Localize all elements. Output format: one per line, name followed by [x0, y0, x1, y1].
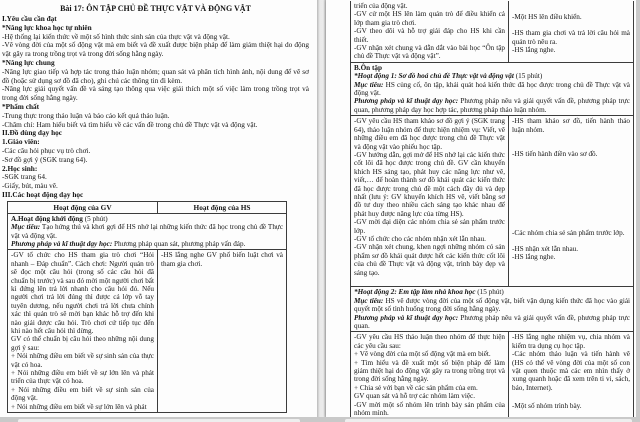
gv-paragraph: GV có thể chuẩn bị câu hỏi theo những nội dung gợi ý sau: [11, 335, 154, 352]
hs-paragraph: -HS tham khảo sơ đồ, tiến hành thảo luận nhóm. [512, 117, 630, 134]
paragraph: -Năng lực giải quyết vấn đề và sáng tạo thông qua việc giải thích một số việc làm trong trồng trọt và trong đời sống hằng ngày. [2, 84, 309, 103]
hs-paragraph: -HS nhận xét lẫn nhau. [512, 244, 579, 253]
hs-paragraph: -HS lắng nghe nhiệm vụ, chia nhóm và kiểm tra dụng cụ học tập. [512, 333, 630, 350]
page-1-body [0, 0, 317, 413]
activities-table-page2 [350, 1, 634, 417]
activity-1-title [354, 72, 630, 80]
activity-2-phuong-phap [354, 314, 630, 331]
gv-cell [351, 332, 509, 417]
gv-paragraph: + Chia sẻ với bạn về các sản phẩm của em. [354, 383, 478, 392]
gv-paragraph: + Tìm hiểu và đề xuất một số biện pháp để làm giảm thiệt hại do động vật gây ra trong trồng trọt và trong đời sống hằng ngày. [354, 358, 505, 384]
gv-paragraph: -GV nhận xét chung, khen ngợi những nhóm có sản phẩm sơ đồ khái quát được hết các kiến thức cốt lõi của chủ đề Thực vật và động vật, trình bày đẹp và sáng tạo. [354, 243, 505, 277]
gv-paragraph: GV quan sát và hỗ trợ các nhóm làm việc. [354, 392, 476, 401]
row-on-tap [351, 63, 633, 116]
gv-paragraph: + Nói những điều em biết về sự lớn lên và phát [11, 402, 147, 411]
hs-paragraph: -Một HS lên điều khiển. [512, 13, 582, 21]
col-header-gv: Hoạt động của GV [8, 202, 158, 213]
gv-paragraph: -GV mời đại diện các nhóm chia sẻ sản phẩm trước lớp. [354, 218, 505, 235]
hs-cell [158, 250, 286, 412]
gv-paragraph: + Nói những điều em biết về sự sinh sản của động vật. [11, 385, 154, 403]
paragraph: -Vẽ vòng đời của một số động vật mà em biết và đề xuất được biện pháp để làm giảm thiệt hại do động vật gây ra trong trồng trọt và trong đời sống hằng ngày. [2, 40, 309, 59]
row-gv-hs-continued [351, 1, 633, 63]
hs-paragraph: -HS tham gia chơi và trả lời câu hỏi mà quản trò nêu ra. [512, 29, 630, 46]
heading-yeu-cau: I.Yêu cầu cần đạt [2, 14, 57, 23]
gv-paragraph: + Nói những điều em biết về sự lớn lên và phát triển của thực vật có hoa. [11, 369, 154, 386]
hs-cell [509, 332, 633, 417]
gv-paragraph: -GV cử một HS lên làm quản trò để điều khiển cả lớp tham gia trò chơi. [354, 10, 505, 27]
run-bold-italic: *Hoạt động 1: Sơ đồ hoá chủ đề Thực vật và động vật [354, 72, 514, 81]
gv-paragraph: -GV theo dõi và hỗ trợ giải đáp cho HS khi cần thiết. [354, 27, 505, 44]
activity-a-muc-tieu [11, 223, 283, 240]
paragraph: -Năng lực giao tiếp và hợp tác trong thảo luận nhóm; quan sát và phân tích hình ảnh, nội dung để vẽ sơ đồ (hoặc sử dụng sơ đồ đã cho), ghi chú các thông tin đi kèm. [2, 66, 309, 85]
gv-paragraph: + Vẽ vòng đời của một số động vật mà em biết. [354, 350, 491, 359]
run-normal: (5 phút) [82, 214, 108, 223]
hs-cell [509, 1, 633, 62]
page-1 [0, 0, 317, 417]
lesson-title: Bài 17: ÔN TẬP CHỦ ĐỀ THỰC VẬT VÀ ĐỘNG VẬT [60, 4, 251, 13]
activity-1-muc-tieu [354, 81, 630, 98]
row-gv-hs-activity-2 [351, 332, 633, 417]
run-bold-italic: Mục tiêu: [354, 80, 384, 89]
activity-a-title [11, 215, 283, 223]
gv-cell [8, 250, 158, 412]
run-normal: (15 phút) [475, 288, 504, 297]
gv-paragraph: -GV yêu cầu HS tham khảo sơ đồ gợi ý (SGK trang 64), thảo luận nhóm để thực hiện nhiệm vụ: Viết, vẽ những điều em đã học được trong chủ đề Thực vật và động vật vào phiếu học tập. [354, 117, 505, 151]
heading-nang-luc-chung: *Năng lực chung [2, 57, 55, 67]
heading-do-dung: II.Đồ dùng dạy học [2, 128, 63, 138]
gv-paragraph: -GV tổ chức cho HS tham gia trò chơi “Hỏi nhanh – Đáp chuẩn”. Cách chơi: Người quản trò sẽ đọc một câu hỏi (trong số các câu hỏi đã chuẩn bị trước) và sau đó mời một người chơi bất kì đứng lên trả lời nhanh cho câu hỏi đó. Nếu người chơi trả lời đúng thì được cả lớp vỗ tay tuyên dương, nếu người chơi trả lời chưa chính xác thì quản trò sẽ mời bạn khác hỗ trợ đến khi nào giải được câu hỏi. Trò chơi cứ tiếp tục đến khi nào hết câu hỏi thì dừng. [11, 251, 154, 336]
hs-paragraph: -Các nhóm thảo luận và tiến hành vẽ (HS có thể vẽ vòng đời của một số con vật quen thuộc mà các em nhìn thấy ở xung quanh hoặc đã xem trên ti vi, sách, báo, Internet). [512, 350, 630, 392]
hs-paragraph: -HS lắng nghe GV phổ biến luật chơi và tham gia chơi. [161, 251, 283, 268]
activity-2-muc-tieu [354, 297, 630, 314]
hs-paragraph: -HS tiến hành điền vào sơ đồ. [512, 150, 598, 159]
run-bold-italic: Phương pháp và kĩ thuật dạy học: [11, 239, 113, 248]
gv-paragraph: -GV tổ chức cho các nhóm nhận xét lẫn nhau. [354, 234, 486, 243]
run-normal: Phương pháp nêu và giải quyết vấn đề, phương pháp trực quan, phương pháp dạy học hợp tác, phương pháp thảo luận nhóm. [354, 97, 630, 114]
gv-paragraph: + Nói những điều em biết về sự sinh sản của thực vật có hoa. [11, 352, 154, 369]
paragraph: -Các câu hỏi phục vụ trò chơi. [2, 145, 91, 155]
run-bold: A.Hoạt động khởi động [11, 214, 83, 223]
row-gv-hs [8, 250, 286, 412]
hs-cell [509, 116, 633, 286]
run-bold-italic: Mục tiêu: [11, 223, 41, 232]
hs-paragraph: -HS lắng nghe. [512, 253, 556, 262]
run-normal: (15 phút) [513, 72, 543, 81]
table-header-row [8, 202, 286, 214]
run-normal: HS củng cố, ôn tập, khái quát hoá kiến thức đã học được trong chủ đề Thực vật và động vật. [354, 80, 630, 98]
gv-cell [351, 116, 509, 286]
heading-giao-vien: 1.Giáo viên: [2, 137, 40, 147]
activities-table-page1 [7, 201, 287, 413]
gv-cell [351, 1, 509, 62]
gv-paragraph: -GV hướng dẫn, gợi mở để HS nhớ lại các kiến thức cốt lõi đã học được trong chủ đề. GV cần khuyến khích HS sáng tạo, phát huy các năng lực như vẽ, viết,… để hoàn thành sơ đồ khái quát các kiến thức đã học được trong chủ đề một cách đầy đủ và đẹp nhất (lưu ý: GV khuyến khích HS vẽ, viết bằng sơ đồ tư duy theo nhiều cách sáng tạo khác nhau để phát huy được năng lực của từng HS). [354, 150, 505, 218]
heading-nang-luc-khtn: *Năng lực khoa học tự nhiên [2, 22, 92, 32]
gv-paragraph: -GV yêu cầu HS thảo luận theo nhóm để thực hiện các yêu cầu sau: [354, 333, 505, 350]
activity-2-title [354, 288, 630, 296]
row-activity-2-intro [351, 287, 633, 332]
section-on-tap: B.Ôn tập [354, 63, 382, 72]
run-bold-italic: Phương pháp và kĩ thuật dạy học: [354, 313, 459, 322]
paragraph: -Hệ thống lại kiến thức về một số hình thức sinh sản của thực vật và động vật. [2, 31, 230, 41]
col-header-hs: Hoạt động của HS [193, 202, 251, 212]
gv-paragraph: -GV mời một số nhóm lên trình bày sản phẩm của nhóm mình. [354, 400, 505, 417]
run-bold-italic: Mục tiêu: [354, 296, 384, 305]
gv-paragraph: -GV nhận xét chung và dẫn dắt vào bài học “Ôn tập chủ đề Thực vật và động vật”. [354, 44, 505, 61]
paragraph: -Chăm chỉ: Ham hiểu biết và tìm hiểu về các vấn đề trong chủ đề Thực vật và động vật. [2, 119, 258, 129]
hs-paragraph: -Một số nhóm trình bày. [512, 402, 582, 411]
paragraph: -Sơ đồ gợi ý (SGK trang 64). [2, 154, 88, 164]
paragraph: -SGK trang 64. [2, 172, 47, 182]
hs-paragraph: -Các nhóm chia sẻ sản phẩm trước lớp. [512, 228, 625, 237]
page-2 [326, 0, 636, 417]
background-edge [636, 0, 640, 422]
paragraph: -Trung thực trong thảo luận và báo cáo kết quả thảo luận. [2, 110, 170, 120]
row-activity-a [8, 214, 286, 251]
gv-paragraph: triển của động vật. [354, 2, 408, 10]
run-normal: Phương pháp nêu và giải quyết vấn đề, phương pháp trực quan. [354, 313, 630, 330]
heading-hoat-dong: III.Các hoạt động dạy học [2, 189, 84, 199]
run-normal: Tạo hứng thú và khơi gợi để HS nhớ lại những kiến thức đã học trong chủ đề Thực vật và động vật. [11, 223, 284, 240]
run-bold-italic: *Hoạt động 2: Em tập làm nhà khoa học [354, 288, 476, 297]
row-gv-hs-activity-1 [351, 116, 633, 287]
heading-hoc-sinh: 2.Học sinh: [2, 163, 38, 173]
run-normal: HS vẽ được vòng đời của một số động vật, biết vận dụng kiến thức đã học vào giải quyết một số tình huống trong đời sống hằng ngày. [354, 296, 631, 314]
paragraph: -Giấy, bút, màu vẽ. [2, 181, 58, 191]
run-normal: Phương pháp quan sát, phương pháp vấn đáp. [112, 239, 246, 248]
heading-pham-chat: *Phẩm chất [2, 101, 40, 111]
page-gap [317, 0, 326, 417]
run-bold-italic: Phương pháp và kĩ thuật dạy học: [354, 97, 459, 106]
hs-paragraph: -HS lắng nghe. [512, 46, 556, 55]
activity-1-phuong-phap [354, 97, 630, 114]
activity-a-phuong-phap [11, 240, 283, 248]
